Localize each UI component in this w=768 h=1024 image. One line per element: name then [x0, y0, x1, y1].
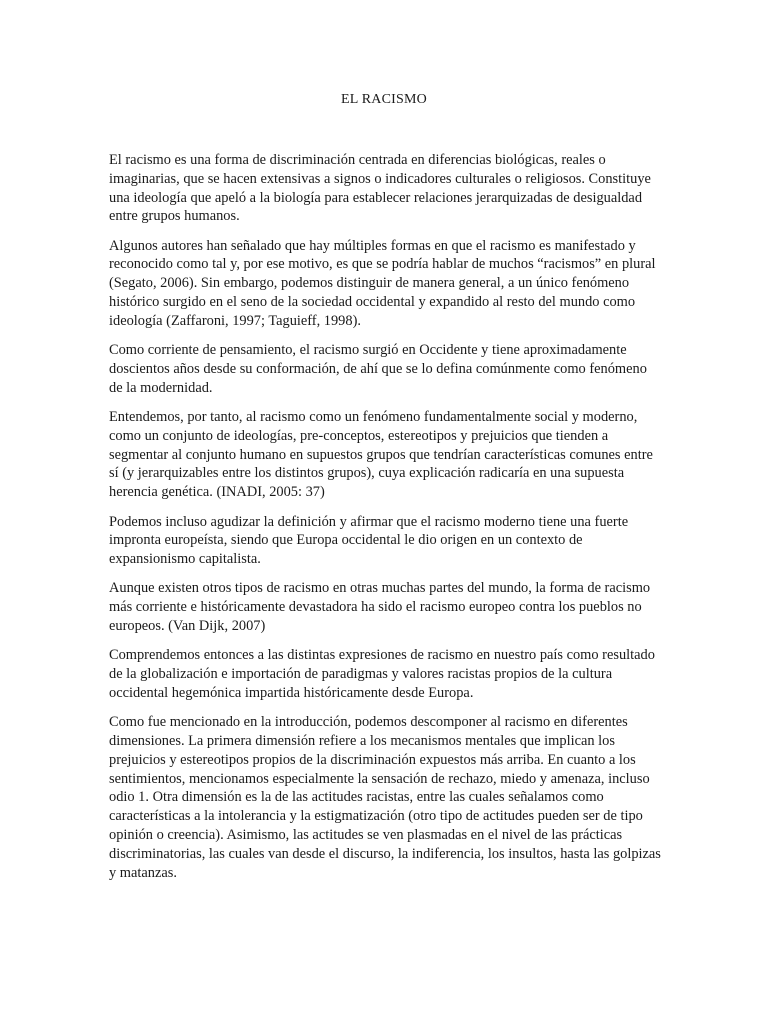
paragraph-6: Aunque existen otros tipos de racismo en otras muchas partes del mundo, la forma de racismo más corriente e históricamente devastadora ha sido el racismo europeo contra los pueblos no europeos. (Van Dijk, 2007) [109, 580, 651, 635]
document-title: EL RACISMO [341, 92, 427, 107]
paragraph-5: Podemos incluso agudizar la definición y afirmar que el racismo moderno tiene una fuerte impronta europeísta, siendo que Europa occidental le dio origen en un contexto de expansionismo capitalista. [109, 513, 629, 568]
document-body [109, 151, 661, 893]
paragraph-3: Como corriente de pensamiento, el racismo surgió en Occidente y tiene aproximadamente doscientos años desde su conformación, de ahí que se lo defina comúnmente como fenómeno de la modernidad. [109, 342, 647, 396]
paragraph-4: Entendemos, por tanto, al racismo como un fenómeno fundamentalmente social y moderno, como un conjunto de ideologías, pre-conceptos, estereotipos y prejuicios que tienden a segmentar al conjunto humano en supuestos grupos que tendrían características comunes entre sí (y jerarquizables entre los distintos grupos), cuya explicación radicaría en una supuesta herencia genética. (INADI, 2005: 37) [109, 409, 653, 501]
paragraph-1: El racismo es una forma de discriminación centrada en diferencias biológicas, reales o imaginarias, que se hacen extensivas a signos o indicadores culturales o religiosos. Constituye una ideología que apeló a la biología para establecer relaciones jerarquizadas de desigualdad entre grupos humanos. [109, 152, 651, 225]
paragraph-2: Algunos autores han señalado que hay múltiples formas en que el racismo es manifestado y reconocido como tal y, por ese motivo, es que se podría hablar de muchos “racismos” en plural (Segato, 2006). Sin embargo, podemos distinguir de manera general, a un único fenómeno histórico surgido en el seno de la sociedad occidental y expandido al resto del mundo como ideología (Zaffaroni, 1997; Taguieff, 1998). [109, 237, 656, 329]
paragraph-7: Comprendemos entonces a las distintas expresiones de racismo en nuestro país como resultado de la globalización e importación de paradigmas y valores racistas propios de la cultura occidental hegemónica impartida históricamente desde Europa. [109, 647, 655, 701]
paragraph-8: Como fue mencionado en la introducción, podemos descomponer al racismo en diferentes dimensiones. La primera dimensión refiere a los mecanismos mentales que implican los prejuicios y estereotipos propios de la discriminación expuestos más arriba. En cuanto a los sentimientos, mencionamos especialmente la sensación de rechazo, miedo y amenaza, incluso odio 1. Otra dimensión es la de las actitudes racistas, entre las cuales señalamos como características a la intolerancia y la estigmatización (otro tipo de actitudes pueden ser de tipo opinión o creencia). Asimismo, las actitudes se ven plasmadas en el nivel de las prácticas discriminatorias, las cuales van desde el discurso, la indiferencia, los insultos, hasta las golpizas y matanzas. [109, 714, 661, 881]
